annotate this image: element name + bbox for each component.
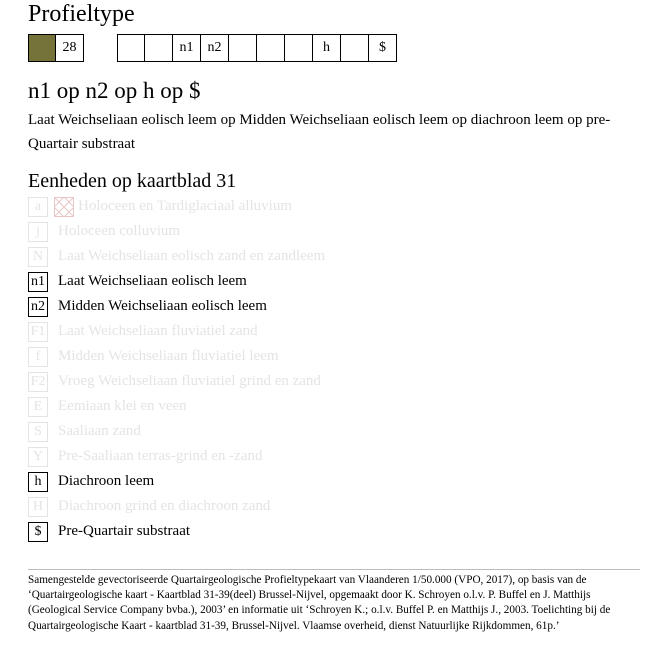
unit-code-box: N [28,247,48,267]
unit-code-box: F1 [28,322,48,342]
legend-unit-j [28,219,325,244]
code-cell: $ [369,34,397,62]
unit-label: Holoceen colluvium [58,223,181,239]
color-swatch [28,34,56,62]
legend-unit-N [28,244,325,269]
code-cell [117,34,145,62]
unit-label: Laat Weichseliaan eolisch zand en zandleem [58,248,326,264]
unit-legend [28,194,325,544]
sheet-number-cell: 28 [56,34,84,62]
code-cell [145,34,173,62]
unit-code-box: f [28,347,48,367]
unit-label: Diachroon grind en diachroon zand [58,498,271,514]
unit-label: Diachroon leem [58,473,155,489]
legend-unit-substraat [28,519,325,544]
legend-title: Eenheden op kaartblad 31 [28,170,237,192]
code-cell [229,34,257,62]
hatched-square-icon [54,197,74,217]
unit-code-box: H [28,497,48,517]
unit-code-box: n1 [28,272,48,292]
legend-unit-h [28,469,325,494]
unit-label: Laat Weichseliaan eolisch leem [58,273,247,289]
unit-code-box: F2 [28,372,48,392]
footer-divider [28,569,640,570]
legend-unit-Y [28,444,325,469]
unit-code-box: a [28,197,48,217]
code-strip-units [117,34,397,62]
code-cell: h [313,34,341,62]
profile-description: Laat Weichseliaan eolisch leem op Midden Weichseliaan eolisch leem op diachroon leem op pre-Quartair substraat [28,112,611,152]
legend-unit-n2 [28,294,325,319]
code-cell [257,34,285,62]
unit-label: Pre-Saaliaan terras-grind en -zand [58,448,263,464]
legend-unit-E [28,394,325,419]
unit-code-box: $ [28,522,48,542]
code-cell [341,34,369,62]
code-cell: n1 [173,34,201,62]
code-cell: n2 [201,34,229,62]
legend-unit-a [28,194,325,219]
legend-unit-f [28,344,325,369]
legend-unit-H [28,494,325,519]
unit-label: Saaliaan zand [58,423,141,439]
legend-unit-S [28,419,325,444]
unit-label: Midden Weichseliaan eolisch leem [58,298,267,314]
unit-label: Pre-Quartair substraat [58,523,191,539]
unit-code-box: n2 [28,297,48,317]
unit-code-box: Y [28,447,48,467]
code-cell [285,34,313,62]
legend-unit-n1 [28,269,325,294]
legend-unit-F2 [28,369,325,394]
unit-code-box: h [28,472,48,492]
unit-code-box: S [28,422,48,442]
unit-label: Laat Weichseliaan fluviatiel zand [58,323,258,339]
page-title: Profieltype [28,1,135,27]
unit-label: Vroeg Weichseliaan fluviatiel grind en zand [58,373,321,389]
unit-label: Midden Weichseliaan fluviatiel leem [58,348,279,364]
unit-code-box: j [28,222,48,242]
profile-code-line: n1 op n2 op h op $ [28,78,201,103]
unit-code-box: E [28,397,48,417]
unit-label: Eemiaan klei en veen [58,398,187,414]
legend-unit-F1 [28,319,325,344]
unit-label: Holoceen en Tardiglaciaal alluvium [78,198,293,214]
code-strip-sheet [28,34,84,62]
source-citation: Samengestelde gevectoriseerde Quartairgeologische Profieltypekaart van Vlaanderen 1/50.000 (VPO, 2017), op basis van de ‘Quartairgeologische kaart - Kaartblad 31-39(deel) Brussel-Nijvel, opgemaakt door K. Schroyen o.l.v. P. Buffel en J. Matthijs (Geological Service Company bvba.), 2003’ en informatie uit ‘Schroyen K.; o.l.v. Buffel P. en Matthijs J., 2003. Toelichting bij de Quartairgeologische Kaart - kaartblad 31-39, Brussel-Nijvel. Vlaamse overheid, dienst Natuurlijke Rijkdommen, 61p.’ [28,574,611,632]
